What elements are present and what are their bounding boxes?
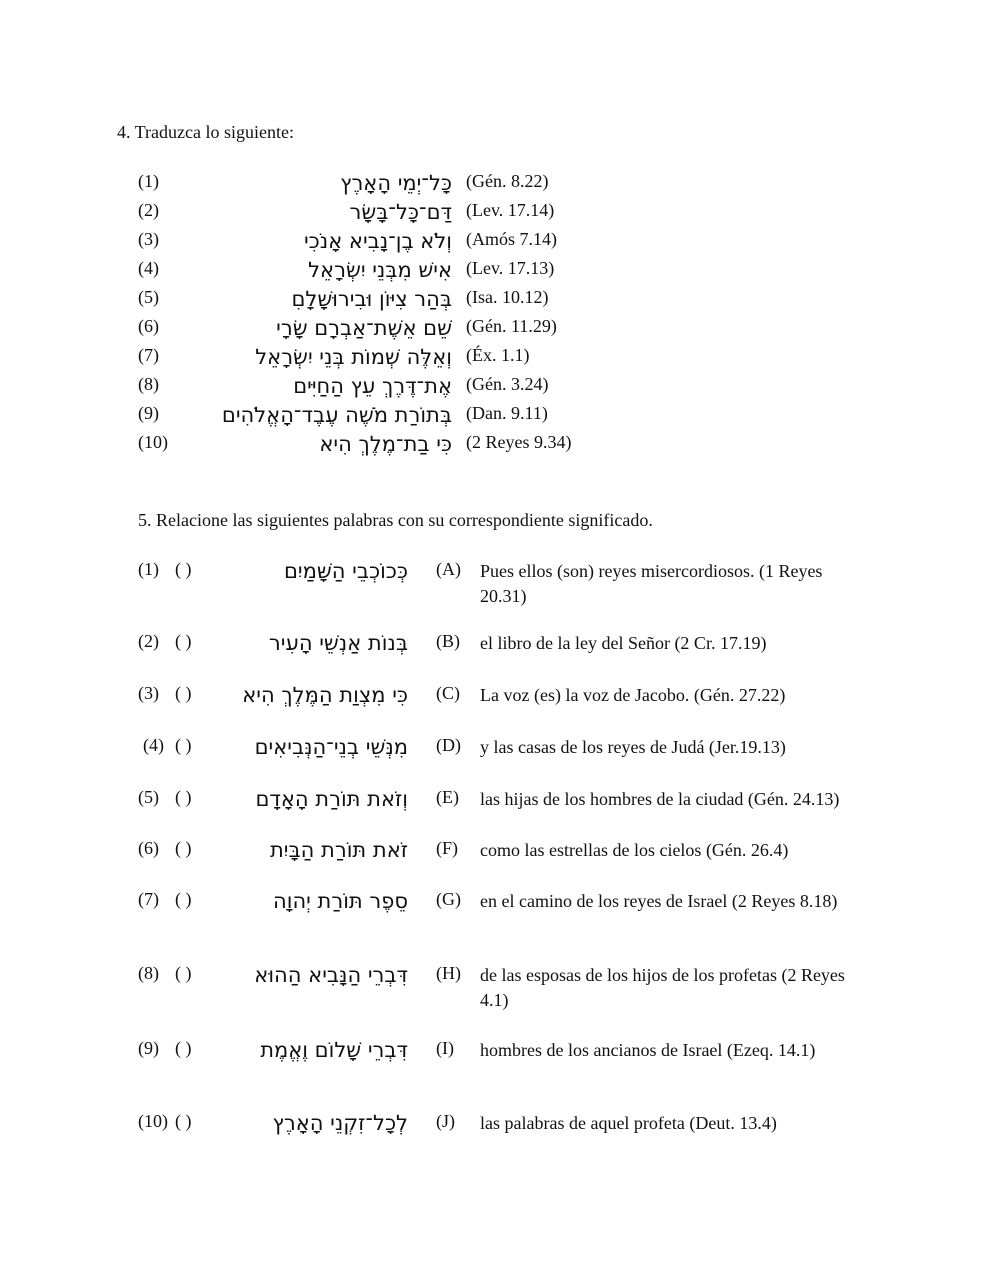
hebrew-phrase: סֵפֶר תּוֹרַת יְהוָה [273, 889, 408, 913]
answer-blank[interactable]: ( ) [175, 559, 192, 579]
option-letter: (C) [436, 683, 460, 703]
option-meaning: Pues ellos (son) reyes misercordiosos. (1 Reyes 20.31) [480, 561, 823, 606]
option-meaning: La voz (es) la voz de Jacobo. (Gén. 27.22) [480, 685, 786, 705]
scripture-reference: (Dan. 9.11) [466, 403, 548, 423]
scripture-reference: (Gén. 3.24) [466, 374, 549, 394]
answer-blank[interactable]: ( ) [175, 631, 192, 651]
hebrew-phrase: לְכָל־זִקְנֵי הָאָרֶץ [272, 1111, 408, 1135]
option-letter: (I) [436, 1038, 454, 1058]
item-number: (10) [138, 1111, 168, 1131]
item-number: (8) [138, 374, 159, 394]
item-number: (10) [138, 432, 168, 452]
hebrew-phrase: דִּבְרֵי הַנָּבִיא הַהוּא [254, 963, 408, 987]
scripture-reference: (2 Reyes 9.34) [466, 432, 572, 452]
item-number: (7) [138, 345, 159, 365]
scripture-reference: (Amós 7.14) [466, 229, 557, 249]
answer-blank[interactable]: ( ) [175, 838, 192, 858]
item-number: (1) [138, 171, 159, 191]
option-meaning: en el camino de los reyes de Israel (2 Reyes 8.18) [480, 891, 838, 911]
scripture-reference: (Lev. 17.13) [466, 258, 555, 278]
option-meaning: el libro de la ley del Señor (2 Cr. 17.19) [480, 633, 767, 653]
scripture-reference: (Lev. 17.14) [466, 200, 555, 220]
option-meaning: de las esposas de los hijos de los profetas (2 Reyes 4.1) [480, 965, 845, 1010]
option-letter: (J) [436, 1111, 455, 1131]
hebrew-phrase: וְאֵלֶּה שְׁמוֹת בְּנֵי יִשְׂרָאֵל [255, 345, 452, 369]
item-number: (9) [138, 403, 159, 423]
item-number: (1) [138, 559, 159, 579]
item-number: (6) [138, 838, 159, 858]
hebrew-phrase: מִנְּשֵׁי בְנֵי־הַנְּבִיאִים [254, 735, 408, 759]
item-number: (2) [138, 200, 159, 220]
item-number: (9) [138, 1038, 159, 1058]
hebrew-phrase: כְּכוֹכְבֵי הַשָּׁמַיִם [283, 559, 408, 583]
option-letter: (D) [436, 735, 461, 755]
answer-blank[interactable]: ( ) [175, 787, 192, 807]
hebrew-phrase: כִּי בַת־מֶלֶךְ הִיא [319, 432, 452, 456]
answer-blank[interactable]: ( ) [175, 1111, 192, 1131]
item-number: (3) [138, 229, 159, 249]
hebrew-phrase: דַּם־כָּל־בָּשָׂר [349, 200, 452, 224]
option-letter: (E) [436, 787, 459, 807]
answer-blank[interactable]: ( ) [175, 735, 192, 755]
option-letter: (G) [436, 889, 461, 909]
option-letter: (B) [436, 631, 460, 651]
hebrew-phrase: בְּהַר צִיּוֹן וּבִירוּשָׁלָםִ [291, 287, 452, 311]
scripture-reference: (Gén. 11.29) [466, 316, 557, 336]
hebrew-phrase: אִישׁ מִבְּנֵי יִשְׂרָאֵל [308, 258, 452, 282]
section-5-heading: 5. Relacione las siguientes palabras con su correspondiente significado. [138, 510, 653, 530]
item-number: (5) [138, 287, 159, 307]
option-meaning: y las casas de los reyes de Judá (Jer.19.13) [480, 737, 786, 757]
item-number: (4) [138, 258, 159, 278]
scripture-reference: (Gén. 8.22) [466, 171, 549, 191]
item-number: (7) [138, 889, 159, 909]
item-number: (2) [138, 631, 159, 651]
item-number: (5) [138, 787, 159, 807]
option-meaning: hombres de los ancianos de Israel (Ezeq. 14.1) [480, 1040, 816, 1060]
option-letter: (A) [436, 559, 461, 579]
hebrew-phrase: כָּל־יְמֵי הָאָרֶץ [340, 171, 452, 195]
hebrew-phrase: וְלֹא בֶן־נָבִיא אָנֹכִי [303, 229, 452, 253]
option-meaning: como las estrellas de los cielos (Gén. 26.4) [480, 840, 789, 860]
section-4-heading: 4. Traduzca lo siguiente: [117, 122, 294, 142]
hebrew-phrase: דִּבְרֵי שָׁלוֹם וֶאֱמֶת [260, 1038, 408, 1062]
option-meaning: las hijas de los hombres de la ciudad (Gén. 24.13) [480, 789, 840, 809]
scripture-reference: (Isa. 10.12) [466, 287, 549, 307]
hebrew-phrase: שֵׁם אֵשֶׁת־אַבְרָם שָׂרָי [276, 316, 452, 340]
hebrew-phrase: אֶת־דֶּרֶךְ עֵץ הַחַיִּים [293, 374, 452, 398]
hebrew-phrase: בְּנוֹת אַנְשֵׁי הָעִיר [268, 631, 408, 655]
item-number: (6) [138, 316, 159, 336]
option-meaning: las palabras de aquel profeta (Deut. 13.4) [480, 1113, 777, 1133]
answer-blank[interactable]: ( ) [175, 963, 192, 983]
answer-blank[interactable]: ( ) [175, 889, 192, 909]
item-number: (3) [138, 683, 159, 703]
hebrew-phrase: וְזֹאת תּוֹרַת הָאָדָם [255, 787, 408, 811]
hebrew-phrase: בְּתוֹרַת מֹשֶׁה עֶבֶד־הָאֱלֹהִים [221, 403, 452, 427]
item-number: (4) [143, 735, 164, 755]
hebrew-phrase: זֹאת תּוֹרַת הַבָּיִת [270, 838, 408, 862]
scripture-reference: (Éx. 1.1) [466, 345, 530, 365]
option-letter: (H) [436, 963, 461, 983]
item-number: (8) [138, 963, 159, 983]
option-letter: (F) [436, 838, 458, 858]
answer-blank[interactable]: ( ) [175, 1038, 192, 1058]
hebrew-phrase: כִּי מִצְוַת הַמֶּלֶךְ הִיא [242, 683, 408, 707]
answer-blank[interactable]: ( ) [175, 683, 192, 703]
